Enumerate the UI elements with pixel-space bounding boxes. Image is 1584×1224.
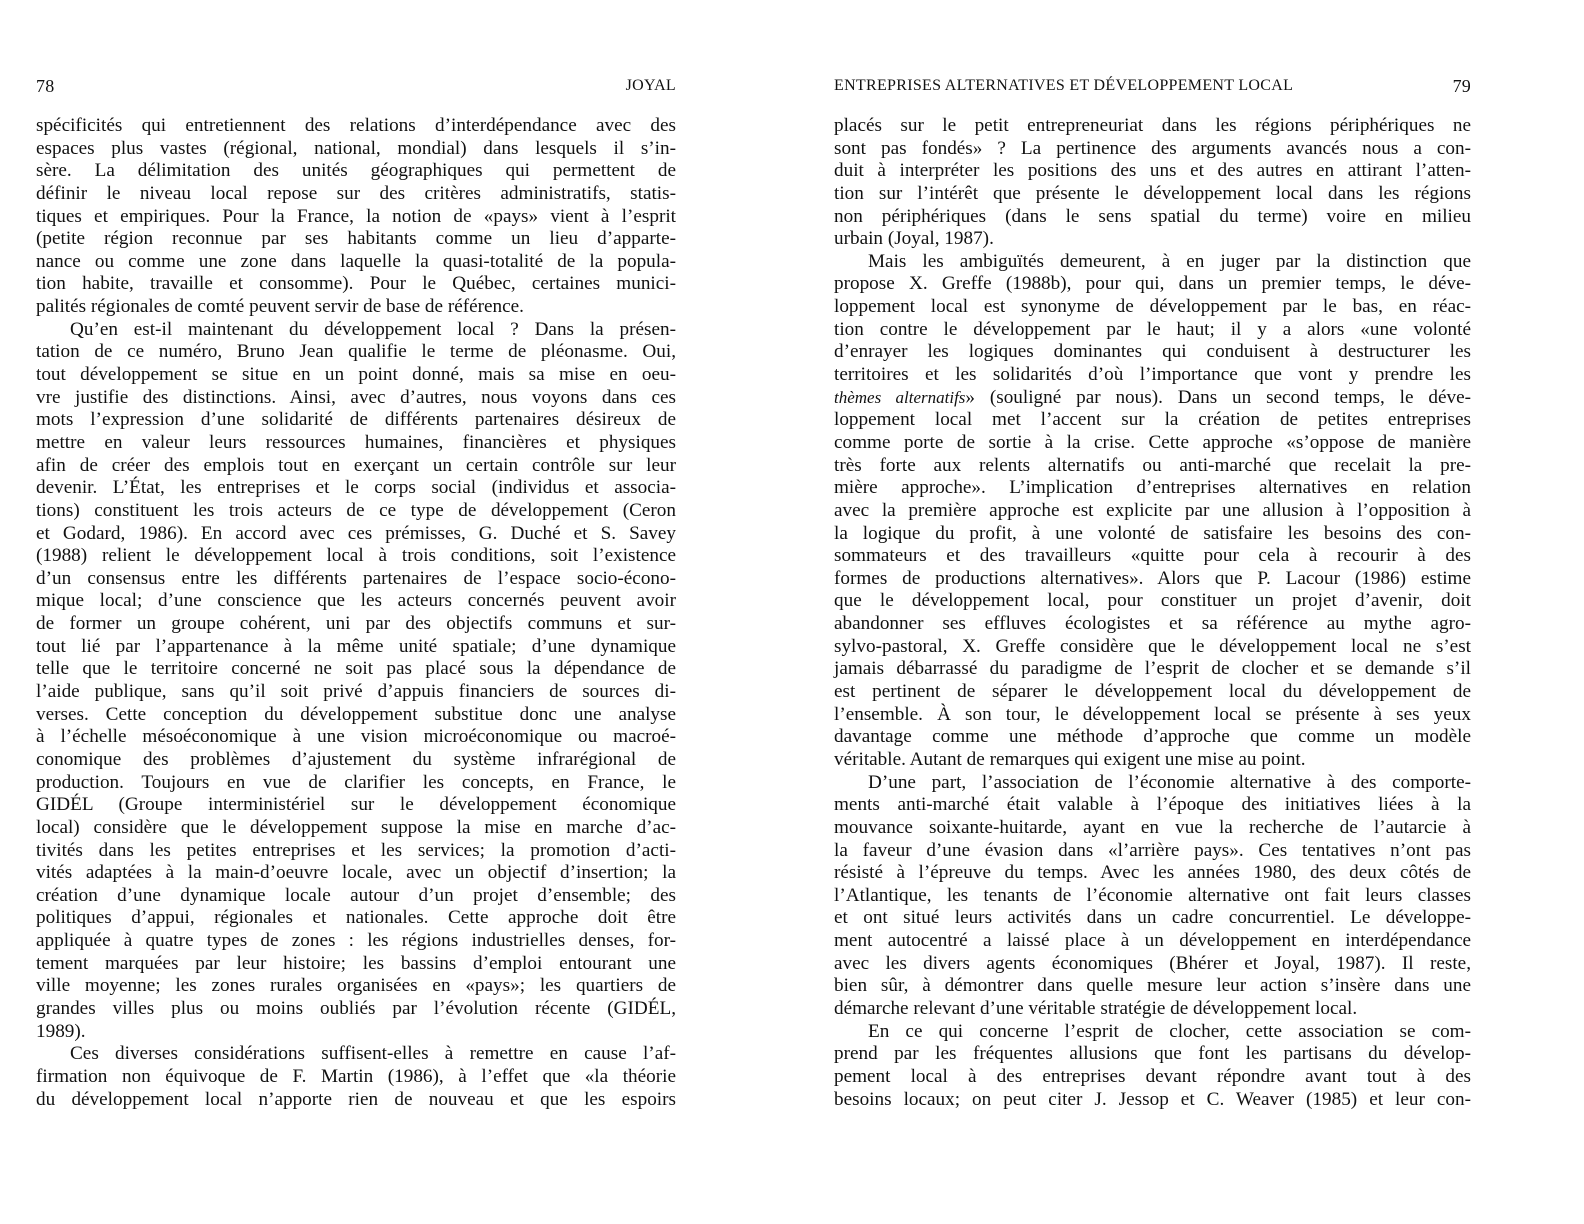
paragraph bbox=[36, 319, 676, 1044]
text-line: ville moyenne; les zones rurales organisées en «pays»; les quartiers de bbox=[36, 975, 676, 997]
text-line: telle que le territoire concerné ne soit pas placé sous la dépendance de bbox=[36, 658, 676, 680]
text-line: comme porte de sortie à la crise. Cette approche «s’oppose de manière bbox=[834, 431, 1471, 453]
text-line: conomique des problèmes d’ajustement du système infrarégional de bbox=[36, 748, 676, 770]
text-line: non périphériques (dans le sens spatial du terme) voire en milieu bbox=[834, 205, 1471, 227]
text-line: tiques et empiriques. Pour la France, la notion de «pays» vient à l’esprit bbox=[36, 205, 676, 227]
paragraph bbox=[834, 115, 1471, 251]
text-line: sère. La délimitation des unités géographiques qui permettent de bbox=[36, 160, 676, 182]
text-line: mouvance soixante-huitarde, ayant en vue la recherche de l’autarcie à bbox=[834, 816, 1471, 838]
page-number: 79 bbox=[1452, 76, 1471, 96]
text-line: espaces plus vastes (régional, national, mondial) dans lesquels il s’in- bbox=[36, 137, 676, 159]
text-line: très forte aux relents alternatifs ou anti-marché que recelait la pre- bbox=[834, 454, 1471, 476]
text-line: sommateurs et des travailleurs «quitte pour cela à recourir à des bbox=[834, 545, 1471, 567]
text-line: loppement local est synonyme de développement par le bas, en réac- bbox=[834, 296, 1471, 318]
text-line: afin de créer des emplois tout en exerçant un certain contrôle sur leur bbox=[36, 454, 676, 476]
text-line: et Godard, 1986). En accord avec ces prémisses, G. Duché et S. Savey bbox=[36, 522, 676, 544]
text-line: Mais les ambiguïtés demeurent, à en juger par la distinction que bbox=[868, 250, 1471, 272]
text-line: mots l’expression d’une solidarité de différents partenaires désireux de bbox=[36, 409, 676, 431]
text-line: ments anti-marché était valable à l’époque des initiatives liées à la bbox=[834, 794, 1471, 816]
text-line: création d’une dynamique locale autour d’un projet d’ensemble; des bbox=[36, 884, 676, 906]
text-line: tion sur l’intérêt que présente le développement local dans les régions bbox=[834, 182, 1471, 204]
text-line: la logique du profit, à une volonté de satisfaire les besoins des con- bbox=[834, 522, 1471, 544]
text-line: jamais débarrassé du paradigme de l’esprit de clocher et se demande s’il bbox=[834, 658, 1471, 680]
text-line: ment autocentré a laissé place à un développement en interdépendance bbox=[834, 930, 1471, 952]
text-line: que le développement local, pour constituer un projet d’avenir, doit bbox=[834, 590, 1471, 612]
paragraph bbox=[36, 115, 676, 319]
paragraph bbox=[36, 1043, 676, 1111]
text-line: territoires et les solidarités d’où l’importance que vont y prendre les bbox=[834, 364, 1471, 386]
text-line: l’ensemble. À son tour, le développement local se présente à ses yeux bbox=[834, 703, 1471, 725]
text-line: pement local à des entreprises devant répondre avant tout à des bbox=[834, 1065, 1471, 1087]
text-line: thèmes alternatifs» (souligné par nous). Dans un second temps, le déve- bbox=[834, 386, 1471, 408]
text-line: la faveur d’une évasion dans «l’arrière pays». Ces tentatives n’ont pas bbox=[834, 839, 1471, 861]
text-line: bien sûr, à démontrer dans quelle mesure leur action s’insère dans une bbox=[834, 975, 1471, 997]
text-line: tion contre le développement par le haut; il y a alors «une volonté bbox=[834, 318, 1471, 340]
right-page bbox=[834, 0, 1471, 1224]
text-line: tement marquées par leur histoire; les bassins d’emploi entourant une bbox=[36, 952, 676, 974]
text-line: verses. Cette conception du développement substitue donc une analyse bbox=[36, 703, 676, 725]
text-line: résisté à l’épreuve du temps. Avec les années 1980, des deux côtés de bbox=[834, 862, 1471, 884]
text-line: tout développement se situe en un point donné, mais sa mise en oeu- bbox=[36, 364, 676, 386]
running-head-title: JOYAL bbox=[625, 77, 676, 94]
text-line: à l’échelle mésoéconomique à une vision microéconomique ou macroé- bbox=[36, 726, 676, 748]
text-line: En ce qui concerne l’esprit de clocher, cette association se com- bbox=[868, 1020, 1471, 1042]
text-line: duit à interpréter les positions des uns et des autres en attirant l’atten- bbox=[834, 160, 1471, 182]
left-page bbox=[36, 0, 676, 1224]
text-line: davantage comme une méthode d’approche que comme un modèle bbox=[834, 726, 1471, 748]
text-line: abandonner ses effluves écologistes et sa référence au mythe agro- bbox=[834, 613, 1471, 635]
paragraph bbox=[834, 251, 1471, 772]
text-line: Ces diverses considérations suffisent-elles à remettre en cause l’af- bbox=[70, 1043, 676, 1065]
text-line: sylvo-pastoral, X. Greffe considère que le développement local ne s’est bbox=[834, 635, 1471, 657]
text-line: tivités dans les petites entreprises et les services; la promotion d’acti- bbox=[36, 839, 676, 861]
text-line: (1988) relient le développement local à trois conditions, soit l’existence bbox=[36, 545, 676, 567]
text-line: l’aide publique, sans qu’il soit privé d’appuis financiers de sources di- bbox=[36, 681, 676, 703]
text-line: besoins locaux; on peut citer J. Jessop et C. Weaver (1985) et leur con- bbox=[834, 1088, 1471, 1110]
text-line: démarche relevant d’une véritable stratégie de développement local. bbox=[834, 997, 1358, 1019]
paragraph bbox=[834, 772, 1471, 1021]
text-line: GIDÉL (Groupe interministériel sur le développement économique bbox=[36, 794, 676, 816]
text-line: vre justifie des distinctions. Ainsi, avec d’autres, nous voyons dans ces bbox=[36, 386, 676, 408]
text-line: tation de ce numéro, Bruno Jean qualifie le terme de pléonasme. Oui, bbox=[36, 341, 676, 363]
text-line: politiques d’appui, régionales et nationales. Cette approche doit être bbox=[36, 907, 676, 929]
text-line: mique local; d’une conscience que les acteurs concernés peuvent avoir bbox=[36, 590, 676, 612]
text-line: mettre en valeur leurs ressources humaines, financières et physiques bbox=[36, 431, 676, 453]
text-line: tout lié par l’appartenance à la même unité spatiale; d’une dynamique bbox=[36, 635, 676, 657]
page-number: 78 bbox=[36, 76, 55, 96]
text-line: l’Atlantique, les tenants de l’économie alternative ont fait leurs classes bbox=[834, 884, 1471, 906]
body-text-left bbox=[36, 115, 676, 1111]
text-line: tion habite, travaille et consomme). Pour le Québec, certaines munici- bbox=[36, 273, 676, 295]
text-line: prend par les fréquentes allusions que font les partisans du dévelop- bbox=[834, 1043, 1471, 1065]
text-line: tions) constituent les trois acteurs de ce type de développement (Ceron bbox=[36, 499, 676, 521]
running-head-title: ENTREPRISES ALTERNATIVES ET DÉVELOPPEMENT LOCAL bbox=[834, 77, 1294, 94]
text-line: devenir. L’État, les entreprises et le corps social (individus et associa- bbox=[36, 477, 676, 499]
text-line: spécificités qui entretiennent des relations d’interdépendance avec des bbox=[36, 115, 676, 136]
text-line: définir le niveau local repose sur des critères administratifs, statis- bbox=[36, 182, 676, 204]
text-line: local) considère que le développement suppose la mise en marche d’ac- bbox=[36, 816, 676, 838]
text-line: est pertinent de séparer le développement local du développement de bbox=[834, 681, 1471, 703]
text-line: véritable. Autant de remarques qui exigent une mise au point. bbox=[834, 748, 1306, 770]
text-line: d’un consensus entre les différents partenaires de l’espace socio-écono- bbox=[36, 567, 676, 589]
text-line: du développement local n’apporte rien de nouveau et que les espoirs bbox=[36, 1088, 676, 1110]
italic-emphasis: thèmes alternatifs bbox=[834, 387, 966, 407]
body-text-right bbox=[834, 115, 1471, 1111]
text-line: loppement local met l’accent sur la création de petites entreprises bbox=[834, 409, 1471, 431]
running-head-left bbox=[36, 76, 676, 100]
text-line: mière approche». L’implication d’entreprises alternatives en relation bbox=[834, 477, 1471, 499]
text-line: grandes villes plus ou moins oubliés par l’évolution récente (GIDÉL, bbox=[36, 997, 676, 1019]
text-line: nance ou comme une zone dans laquelle la quasi-totalité de la popula- bbox=[36, 250, 676, 272]
text-line: Qu’en est-il maintenant du développement local ? Dans la présen- bbox=[70, 318, 676, 340]
text-line: avec les divers agents économiques (Bhérer et Joyal, 1987). Il reste, bbox=[834, 952, 1471, 974]
text-line: (petite région reconnue par ses habitants comme un lieu d’apparte- bbox=[36, 228, 676, 250]
text-line: appliquée à quatre types de zones : les régions industrielles denses, for- bbox=[36, 930, 676, 952]
text-line: production. Toujours en vue de clarifier les concepts, en France, le bbox=[36, 771, 676, 793]
text-line: et ont situé leurs activités dans un cadre concurrentiel. Le développe- bbox=[834, 907, 1471, 929]
text-line: formes de productions alternatives». Alors que P. Lacour (1986) estime bbox=[834, 567, 1471, 589]
text-line: vités adaptées à la main-d’oeuvre locale, avec un objectif d’insertion; la bbox=[36, 862, 676, 884]
running-head-right bbox=[834, 76, 1471, 100]
text-line: D’une part, l’association de l’économie alternative à des comporte- bbox=[868, 771, 1471, 793]
paragraph bbox=[834, 1021, 1471, 1112]
text-line: placés sur le petit entrepreneuriat dans les régions périphériques ne bbox=[834, 115, 1471, 136]
text-line: urbain (Joyal, 1987). bbox=[834, 228, 994, 250]
text-line: 1989). bbox=[36, 1020, 86, 1042]
text-line: sont pas fondés» ? La pertinence des arguments avancés nous a con- bbox=[834, 137, 1471, 159]
text-line: de former un groupe cohérent, uni par des objectifs communs et sur- bbox=[36, 613, 676, 635]
text-line: avec la première approche est explicite par une allusion à l’opposition à bbox=[834, 499, 1471, 521]
text-line: propose X. Greffe (1988b), pour qui, dans un premier temps, le déve- bbox=[834, 273, 1471, 295]
text-line: palités régionales de comté peuvent servir de base de référence. bbox=[36, 296, 524, 318]
text-line: d’enrayer les logiques dominantes qui conduisent à destructurer les bbox=[834, 341, 1471, 363]
text-line: firmation non équivoque de F. Martin (1986), à l’effet que «la théorie bbox=[36, 1065, 676, 1087]
